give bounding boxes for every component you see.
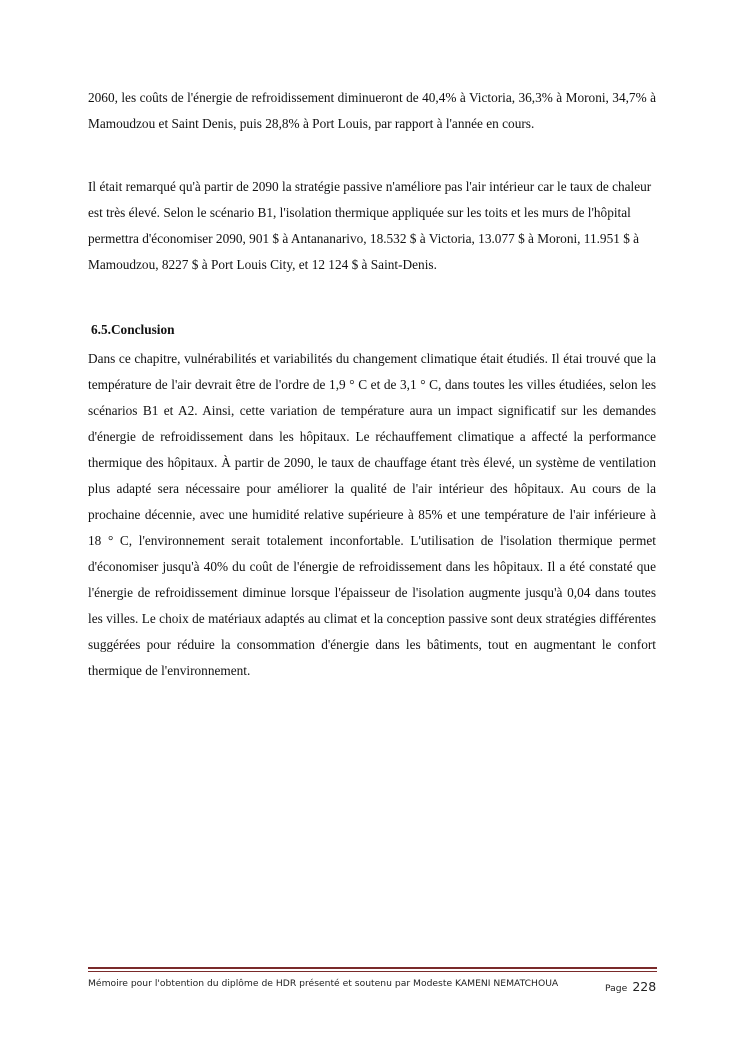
footer-rule-thick bbox=[88, 967, 657, 969]
footer-text: Mémoire pour l'obtention du diplôme de HDR présenté et soutenu par Modeste KAMENI NEMATCHOUA bbox=[88, 978, 559, 989]
page-number: 228 bbox=[632, 979, 657, 994]
body-paragraph-2: Il était remarqué qu'à partir de 2090 la stratégie passive n'améliore pas l'air intérieur car le taux de chaleur est très élevé. Selon le scénario B1, l'isolation thermique appliquée sur les toits et les murs de l'hôpital permettra d'économiser 2090, 901 $ à Antananarivo, 18.532 $ à Victoria, 13.077 $ à Moroni, 11.951 $ à Mamoudzou, 8227 $ à Port Louis City, et 12 124 $ à Saint-Denis. bbox=[88, 179, 652, 272]
page-number-block bbox=[605, 976, 656, 995]
page-label: Page bbox=[605, 983, 628, 994]
section-heading: 6.5.Conclusion bbox=[91, 322, 175, 337]
footer-rule-thin bbox=[88, 971, 657, 972]
body-paragraph-3: Dans ce chapitre, vulnérabilités et variabilités du changement climatique était étudiés. Il étai trouvé que la température de l'air devrait être de l'ordre de 1,9 ° C et de 3,1 ° C, dans toutes les villes étudiées, selon les scénarios B1 et A2. Ainsi, cette variation de température aura un impact significatif sur les demandes d'énergie de refroidissement dans les hôpitaux. Le réchauffement climatique a affecté la performance thermique des hôpitaux. À partir de 2090, le taux de chauffage étant très élevé, un système de ventilation plus adapté sera nécessaire pour améliorer la qualité de l'air intérieur des hôpitaux. Au cours de la prochaine décennie, avec une humidité relative supérieure à 85% et une température de l'air inférieure à 18 ° C, l'environnement serait totalement inconfortable. L'utilisation de l'isolation thermique permet d'économiser jusqu'à 40% du coût de l'énergie de refroidissement dans les hôpitaux. Il a été constaté que l'énergie de refroidissement diminue lorsque l'épaisseur de l'isolation augmente jusqu'à 0,04 dans toutes les villes. Le choix de matériaux adaptés au climat et la conception passive sont deux stratégies différentes suggérées pour réduire la consommation d'énergie dans les bâtiments, tout en augmentant le confort thermique de l'environnement. bbox=[88, 351, 656, 678]
body-paragraph-1: 2060, les coûts de l'énergie de refroidissement diminueront de 40,4% à Victoria, 36,3% à Moroni, 34,7% à Mamoudzou et Saint Denis, puis 28,8% à Port Louis, par rapport à l'année en cours. bbox=[88, 90, 656, 131]
